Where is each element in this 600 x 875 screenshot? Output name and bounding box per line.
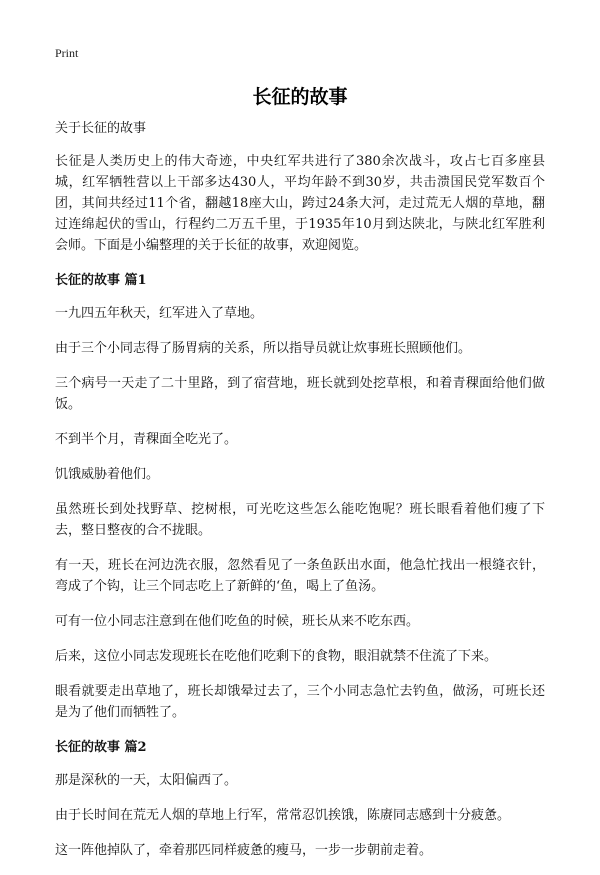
section-1-paragraph: 有一天，班长在河边洗衣服，忽然看见了一条鱼跃出水面，他急忙找出一根缝衣针，弯成了个钩，让三个同志吃上了新鲜的‘鱼，喝上了鱼汤。 bbox=[55, 558, 545, 594]
print-link[interactable]: Print bbox=[55, 46, 79, 60]
page-title: 长征的故事 bbox=[252, 86, 348, 108]
section-heading-1: 长征的故事 篇1 bbox=[55, 273, 147, 288]
section-1-paragraph: 眼看就要走出草地了，班长却饿晕过去了，三个小同志急忙去钓鱼，做汤，可班长还是为了他们而牺牲了。 bbox=[55, 684, 545, 720]
section-1-paragraph: 可有一位小同志注意到在他们吃鱼的时候，班长从来不吃东西。 bbox=[55, 614, 420, 629]
section-2-paragraph: 这一阵他掉队了，牵着那匹同样疲惫的瘦马，一步一步朝前走着。 bbox=[55, 843, 433, 858]
section-2-paragraph: 那是深秋的一天，太阳偏西了。 bbox=[55, 773, 238, 788]
article-body bbox=[55, 118, 545, 875]
article-intro: 长征是人类历史上的伟大奇迹，中央红军共进行了380余次战斗，攻占七百多座县城，红军牺牲营以上干部多达430人，平均年龄不到30岁，共击溃国民党军数百个团，其间共经过11个省，翻越18座大山，跨过24条大河，走过荒无人烟的草地，翻过连绵起伏的雪山，行程约二万五千里，于1935年10月到达陕北，与陕北红军胜利会师。下面是小编整理的关于长征的故事，欢迎阅览。 bbox=[55, 154, 545, 253]
section-1-paragraph: 不到半个月，青稞面全吃光了。 bbox=[55, 432, 238, 447]
section-heading-2: 长征的故事 篇2 bbox=[55, 740, 147, 755]
section-1-paragraph: 饥饿威胁着他们。 bbox=[55, 467, 160, 482]
section-1-paragraph: 虽然班长到处找野草、挖树根，可光吃这些怎么能吃饱呢？班长眼看着他们瘦了下去，整日整夜的合不拢眼。 bbox=[55, 502, 545, 538]
article-subtitle: 关于长征的故事 bbox=[55, 121, 147, 136]
section-1-paragraph: 由于三个小同志得了肠胃病的关系，所以指导员就让炊事班长照顾他们。 bbox=[55, 341, 472, 356]
section-2-paragraph: 由于长时间在荒无人烟的草地上行军，常常忍饥挨饿，陈赓同志感到十分疲惫。 bbox=[55, 808, 511, 823]
section-1-paragraph: 一九四五年秋天，红军进入了草地。 bbox=[55, 306, 264, 321]
section-1-paragraph: 三个病号一天走了二十里路，到了宿营地，班长就到处挖草根，和着青稞面给他们做饭。 bbox=[55, 376, 545, 412]
section-1-paragraph: 后来，这位小同志发现班长在吃他们吃剩下的食物，眼泪就禁不住流了下来。 bbox=[55, 649, 498, 664]
